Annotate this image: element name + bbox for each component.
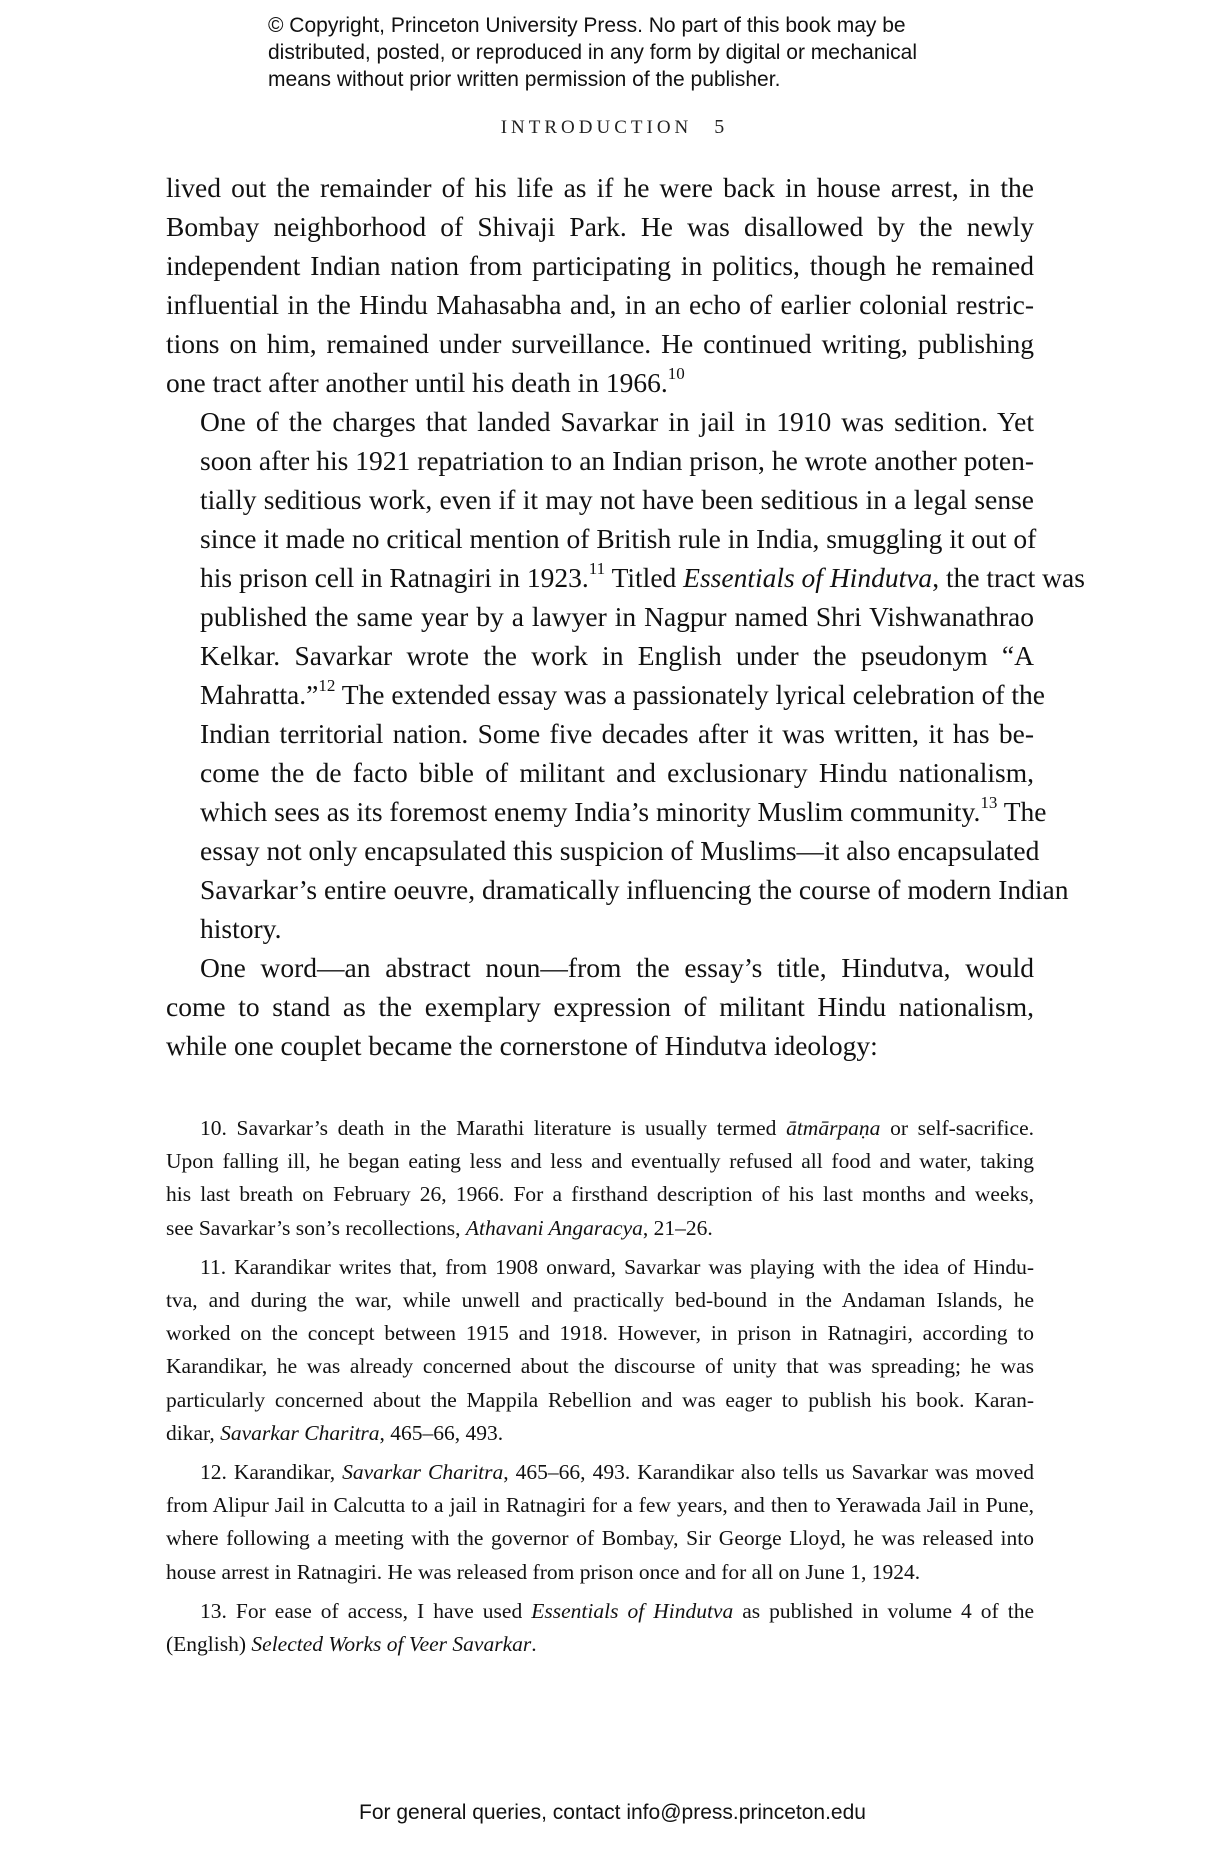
footnote-line: worked on the concept between 1915 and 1918. However, in prison in Ratnagiri, according to: [166, 1321, 1034, 1346]
footnote-line: Upon falling ill, he began eating less and less and eventually refused all food and water, taking: [166, 1149, 1034, 1174]
text-line: [166, 792, 1047, 831]
book-title: Savarkar Charitra: [342, 1460, 504, 1485]
footnote-ref-12[interactable]: 12: [318, 676, 336, 696]
text-line: Kelkar. Savarkar wrote the work in English under the pseudonym “A: [200, 640, 1034, 671]
text-line: soon after his 1921 repatriation to an Indian prison, he wrote another poten-: [200, 445, 1034, 476]
text-span: , 21–26.: [642, 1215, 713, 1240]
copyright-line: distributed, posted, or reproduced in any form by digital or mechanical: [268, 41, 918, 64]
text-span: dikar,: [166, 1420, 221, 1445]
body-text: [166, 168, 1085, 1065]
text-span: or self-sacrifice.: [880, 1116, 1034, 1140]
text-line: tions on him, remained under surveillance. He continued writing, publishing: [166, 328, 1034, 359]
text-span: The extended essay was a passionately lyrical celebration of the: [335, 679, 1046, 710]
footnote-line: his last breath on February 26, 1966. For a firsthand description of his last months and weeks,: [166, 1182, 1034, 1207]
book-title: Essentials of Hindutva: [531, 1598, 734, 1623]
text-span: 12. Karandikar,: [200, 1460, 343, 1485]
footnote-line: particularly concerned about the Mappila Rebellion and was eager to publish his book. Karan-: [166, 1387, 1034, 1412]
footnote-line: Karandikar, he was already concerned about the discourse of unity that was spreading; he was: [166, 1354, 1034, 1379]
text-span: Titled: [605, 562, 684, 593]
italic-term: ātmārpaṇa: [786, 1116, 881, 1140]
text-line: One of the charges that landed Savarkar in jail in 1910 was sedition. Yet: [200, 406, 1034, 437]
text-line: come to stand as the exemplary expression of militant Hindu nationalism,: [166, 991, 1034, 1022]
footnote-12: [166, 1456, 1034, 1589]
copyright-line: means without prior written permission of the publisher.: [268, 68, 781, 91]
footnote-line: [166, 1456, 1034, 1489]
footnote-line: 11. Karandikar writes that, from 1908 onward, Savarkar was playing with the idea of Hindu-: [200, 1254, 1034, 1279]
book-title: Essentials of Hindutva: [683, 562, 933, 593]
footnote-11: [166, 1251, 1034, 1450]
book-title: Savarkar Charitra: [220, 1420, 380, 1445]
footnote-line: house arrest in Ratnagiri. He was released from prison once and for all on June 1, 1924.: [166, 1559, 921, 1584]
footnote-line: [166, 1417, 1034, 1450]
text-span: which sees as its foremost enemy India’s minority Muslim community.: [200, 796, 981, 827]
text-span: one tract after another until his death in 1966.: [166, 367, 668, 398]
text-line: Indian territorial nation. Some five decades after it was written, it has be-: [200, 718, 1034, 749]
text-line: One word—an abstract noun—from the essay’s title, Hindutva, would: [200, 952, 1034, 983]
footnote-line: [166, 1628, 1034, 1661]
text-span: see Savarkar’s son’s recollections,: [166, 1215, 466, 1240]
running-head-title: INTRODUCTION: [500, 117, 693, 138]
text-line: lived out the remainder of his life as if he were back in house arrest, in the: [166, 172, 1034, 203]
footnote-line: from Alipur Jail in Calcutta to a jail in Ratnagiri for a few years, and then to Yerawada Jail in Pune,: [166, 1493, 1034, 1518]
book-title: Selected Works of Veer Savarkar: [251, 1632, 532, 1657]
book-title: Athavani Angaracya: [465, 1215, 643, 1240]
text-line: history.: [200, 913, 282, 944]
text-span: 13. For ease of access, I have used: [200, 1598, 532, 1623]
copyright-notice: [268, 12, 1028, 93]
text-line: influential in the Hindu Mahasabha and, in an echo of earlier colonial restric-: [166, 289, 1034, 320]
text-span: , 465–66, 493.: [379, 1420, 504, 1445]
page-number: 5: [714, 116, 725, 138]
footnote-line: tva, and during the war, while unwell and practically bed-bound in the Andaman Islands, he: [166, 1288, 1034, 1313]
text-line: published the same year by a lawyer in Nagpur named Shri Vishwanathrao: [200, 601, 1034, 632]
footnote-13: [166, 1595, 1034, 1661]
text-line: independent Indian nation from participating in politics, though he remained: [166, 250, 1034, 281]
text-span: , 465–66, 493. Karandikar also tells us Savarkar was moved: [503, 1460, 1034, 1485]
footnotes: [166, 1112, 1034, 1661]
text-span: The: [997, 796, 1047, 827]
footnote-ref-11[interactable]: 11: [588, 559, 606, 579]
text-span: as published in volume 4 of the: [733, 1598, 1035, 1623]
paragraph-2: [166, 402, 1085, 948]
text-span: , the tract was: [932, 562, 1085, 593]
text-line: [166, 558, 1085, 597]
text-line: while one couplet became the cornerstone of Hindutva ideology:: [166, 1030, 878, 1061]
footnote-line: [166, 1212, 1034, 1245]
text-line: Savarkar’s entire oeuvre, dramatically influencing the course of modern Indian: [200, 874, 1069, 905]
text-line: Bombay neighborhood of Shivaji Park. He was disallowed by the newly: [166, 211, 1034, 242]
text-span: his prison cell in Ratnagiri in 1923.: [200, 562, 589, 593]
text-line: tially seditious work, even if it may not have been seditious in a legal sense: [200, 484, 1034, 515]
running-head: [0, 116, 1225, 139]
paragraph-3: [166, 948, 1034, 1065]
footnote-ref-10[interactable]: 10: [667, 364, 685, 384]
text-line: since it made no critical mention of British rule in India, smuggling it out of: [200, 523, 1037, 554]
text-span: Mahratta.”: [200, 679, 319, 710]
text-span: (English): [166, 1632, 252, 1657]
text-span: .: [531, 1632, 537, 1657]
text-span: 10. Savarkar’s death in the Marathi literature is usually termed: [200, 1116, 787, 1140]
footnote-10: [166, 1112, 1034, 1245]
text-line: essay not only encapsulated this suspicion of Muslims—it also encapsulated: [200, 835, 1040, 866]
footnote-line: [166, 1595, 1034, 1628]
text-line: [166, 675, 1046, 714]
footnote-ref-13[interactable]: 13: [980, 793, 998, 813]
paragraph-1: [166, 168, 1034, 402]
footnote-line: where following a meeting with the governor of Bombay, Sir George Lloyd, he was released into: [166, 1526, 1034, 1551]
text-line: [166, 363, 1034, 402]
footer-contact: For general queries, contact info@press.princeton.edu: [359, 1801, 866, 1824]
footnote-line: [166, 1112, 1034, 1145]
copyright-line: © Copyright, Princeton University Press. No part of this book may be: [268, 14, 906, 37]
text-line: come the de facto bible of militant and exclusionary Hindu nationalism,: [200, 757, 1034, 788]
